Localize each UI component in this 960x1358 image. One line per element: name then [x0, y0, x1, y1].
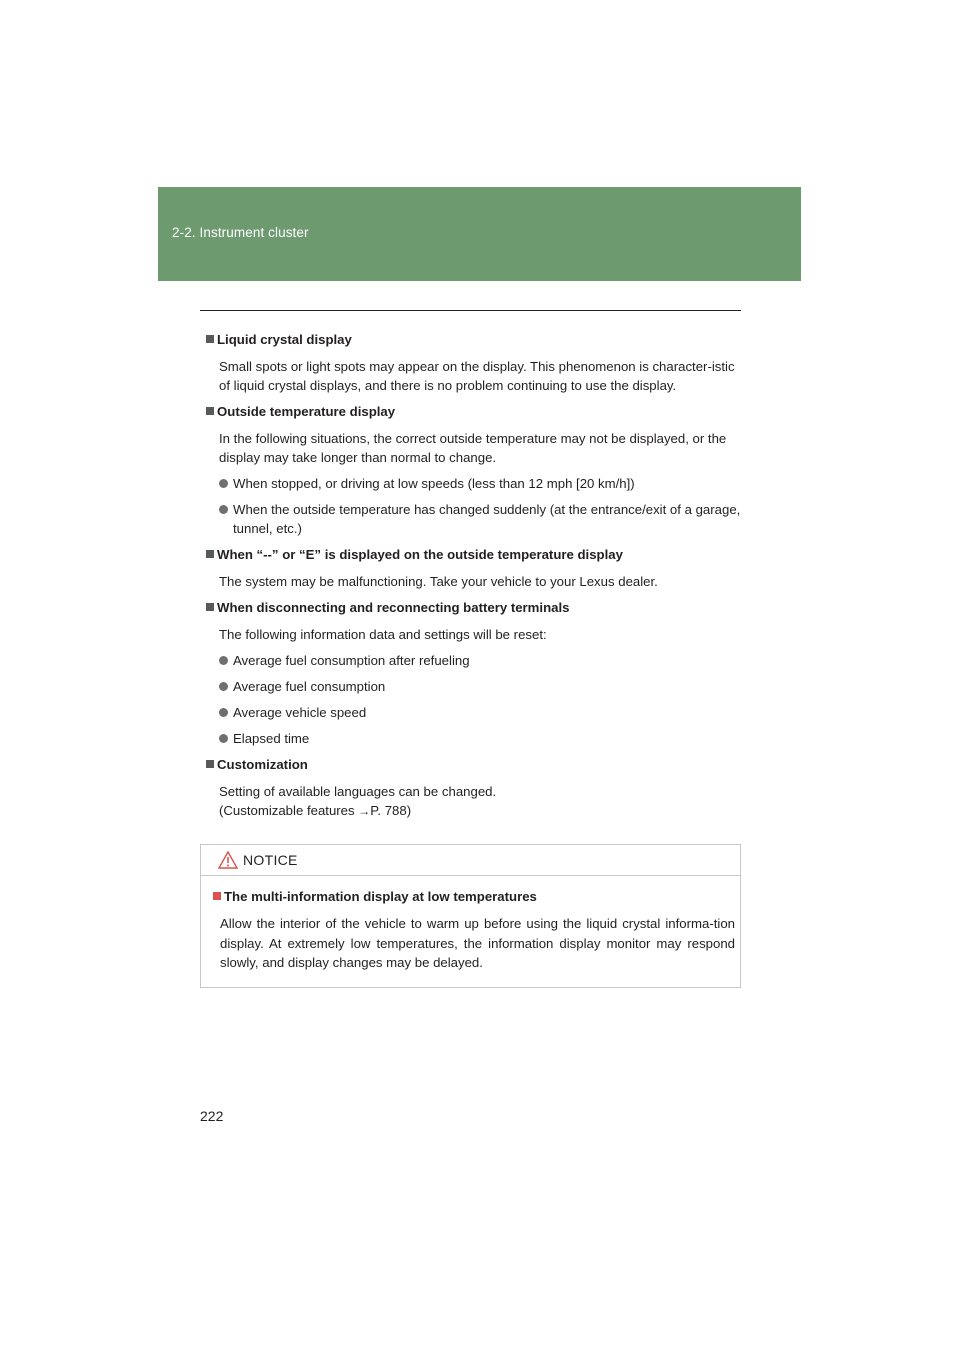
- circle-bullet-icon: [219, 708, 228, 717]
- warning-triangle-icon: [218, 851, 238, 869]
- list-item: Average fuel consumption after refueling: [206, 651, 741, 670]
- list-item: Elapsed time: [206, 729, 741, 748]
- section-heading-customization: Customization: [206, 755, 741, 775]
- square-bullet-icon: [206, 550, 214, 558]
- circle-bullet-icon: [219, 682, 228, 691]
- customization-reference: (Customizable features →P. 788): [219, 803, 412, 818]
- circle-bullet-icon: [219, 734, 228, 743]
- main-content: [206, 330, 741, 821]
- circle-bullet-icon: [219, 656, 228, 665]
- square-bullet-icon: [206, 335, 214, 343]
- list-item: Average vehicle speed: [206, 703, 741, 722]
- section-text-outside-temperature: In the following situations, the correct outside temperature may not be displayed, or the display may take longer than normal to change.: [219, 431, 727, 465]
- section-heading-temp-error: When “--” or “E” is displayed on the outside temperature display: [206, 545, 741, 565]
- notice-text: Allow the interior of the vehicle to warm up before using the liquid crystal informa-tion display. At extremely low temperatures, the information display monitor may respond slowly, and display changes may be delayed.: [220, 916, 735, 970]
- page-number: 222: [200, 1108, 224, 1124]
- square-bullet-icon: [206, 760, 214, 768]
- section-text-lcd: Small spots or light spots may appear on the display. This phenomenon is character-istic of liquid crystal displays, and there is no problem continuing to use the display.: [219, 359, 735, 393]
- chapter-header: [158, 187, 801, 281]
- notice-header: [201, 845, 740, 876]
- section-heading-outside-temperature: Outside temperature display: [206, 402, 741, 422]
- notice-box: [200, 844, 741, 988]
- section-heading-lcd: Liquid crystal display: [206, 330, 741, 350]
- list-item: When stopped, or driving at low speeds (less than 12 mph [20 km/h]): [206, 474, 741, 493]
- section-heading-battery: When disconnecting and reconnecting battery terminals: [206, 598, 741, 618]
- list-item: When the outside temperature has changed suddenly (at the entrance/exit of a garage, tunnel, etc.): [206, 500, 741, 538]
- chapter-title: 2-2. Instrument cluster: [172, 225, 309, 240]
- section-divider: [200, 310, 741, 311]
- circle-bullet-icon: [219, 505, 228, 514]
- notice-label: NOTICE: [243, 852, 298, 868]
- square-bullet-icon: [206, 603, 214, 611]
- square-bullet-icon: [213, 892, 221, 900]
- arrow-right-icon: →: [358, 804, 371, 818]
- section-text-temp-error: The system may be malfunctioning. Take your vehicle to your Lexus dealer.: [219, 574, 658, 589]
- notice-title: The multi-information display at low temperatures: [213, 887, 735, 907]
- list-item: Average fuel consumption: [206, 677, 741, 696]
- square-bullet-icon: [206, 407, 214, 415]
- section-text-battery: The following information data and settings will be reset:: [219, 627, 547, 642]
- circle-bullet-icon: [219, 479, 228, 488]
- section-text-customization: Setting of available languages can be changed.: [219, 784, 497, 799]
- page-reference-link[interactable]: P. 788): [370, 803, 412, 818]
- notice-body: [213, 887, 735, 973]
